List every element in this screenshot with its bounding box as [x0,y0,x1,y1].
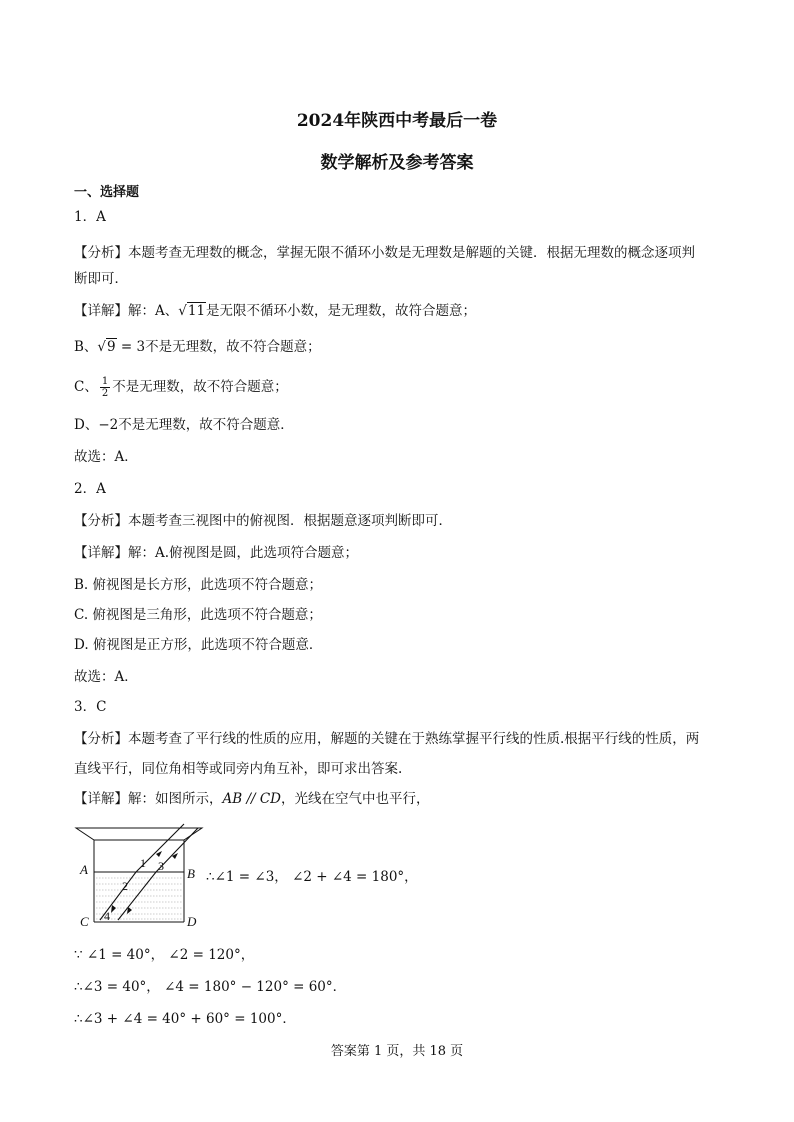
q1-detail-a [74,302,476,320]
q1-detail-b [74,338,321,356]
angle-1-label: 1 [140,856,146,870]
page-subtitle: 数学解析及参考答案 [320,153,474,173]
light-ray-right [118,828,198,920]
section-heading: 一、选择题 [74,185,140,200]
q1-detail-c [74,376,288,399]
sqrt-9: √9 [97,339,116,355]
q3-figure-equation: ∴∠1 = ∠3， ∠2 + ∠4 = 180°， [206,869,418,885]
q3-step1: ∴∠3 = 40°， ∠4 = 180° − 120° = 60°． [74,979,347,995]
page-title: 2024年陕西中考最后一卷 [296,111,498,131]
fraction-one-half [100,376,110,399]
q1-number: 1．A [74,209,106,225]
q2-detail-c: C. 俯视图是三角形，此选项不符合题意； [74,607,322,623]
arrow-icon [111,905,116,913]
sqrt-9-radicand: 9 [107,339,116,355]
q2-detail-d: D. 俯视图是正方形，此选项不符合题意． [74,637,323,653]
q1-detail-c-suffix: 不是无理数，故不符合题意； [112,379,288,395]
q3-detail-suffix: ，光线在空气中也平行， [281,791,430,807]
q3-analysis-line2: 直线平行，同位角相等或同旁内角互补，即可求出答案. [74,761,403,777]
q1-detail-a-suffix: 是无限不循环小数，是无理数，故符合题意； [206,303,477,319]
sqrt-11: √11 [178,303,206,319]
q1-analysis-line1: 【分析】本题考查无理数的概念，掌握无限不循环小数是无理数是解题的关键．根据无理数的概念逐项判 [74,245,695,261]
page-footer: 答案第 1 页，共 18 页 [330,1044,464,1059]
q3-given: ∵ ∠1 = 40°， ∠2 = 120°， [74,947,255,963]
q1-detail-c-prefix: C、 [74,379,98,395]
q3-detail-prefix: 【详解】解：如图所示， [74,791,223,807]
fraction-numerator: 1 [101,376,109,387]
q2-number: 2．A [74,481,106,497]
label-D: D [187,914,197,929]
container-rim [76,828,202,840]
angle-3-label: 3 [158,859,164,873]
q3-analysis-line1: 【分析】本题考查了平行线的性质的应用，解题的关键在于熟练掌握平行线的性质.根据平行线的性质，两 [74,731,700,747]
q1-detail-b-suffix: 不是无理数，故不符合题意； [145,339,321,355]
q2-analysis: 【分析】本题考查三视图中的俯视图．根据题意逐项判断即可． [74,513,452,529]
q2-detail-b: B. 俯视图是长方形，此选项不符合题意； [74,577,323,593]
q3-parallel-statement: AB // CD [222,791,282,807]
fraction-denominator: 2 [101,388,109,399]
label-B: B [187,866,195,881]
q1-analysis-line2: 断即可． [74,271,128,287]
light-refraction-figure [74,822,204,930]
q2-answer: 故选：A． [74,669,138,685]
q1-detail-b-equals: = 3 [116,339,146,355]
angle-2-label: 2 [122,879,128,893]
q3-number: 3．C [74,699,107,715]
q1-detail-a-prefix: 【详解】解：A、 [74,303,179,319]
arrow-icon [156,851,162,857]
q1-detail-b-prefix: B、 [74,339,98,355]
label-A: A [80,862,88,877]
angle-4-label: 4 [104,909,110,923]
q3-detail [74,790,430,808]
sqrt-11-radicand: 11 [187,303,206,319]
q2-detail-a: 【详解】解：A.俯视图是圆，此选项符合题意； [74,545,359,561]
q1-detail-d: D、−2不是无理数，故不符合题意． [74,417,294,433]
q3-step2: ∴∠3 + ∠4 = 40° + 60° = 100°． [74,1011,296,1027]
label-C: C [80,914,89,929]
q1-answer: 故选：A． [74,449,138,465]
